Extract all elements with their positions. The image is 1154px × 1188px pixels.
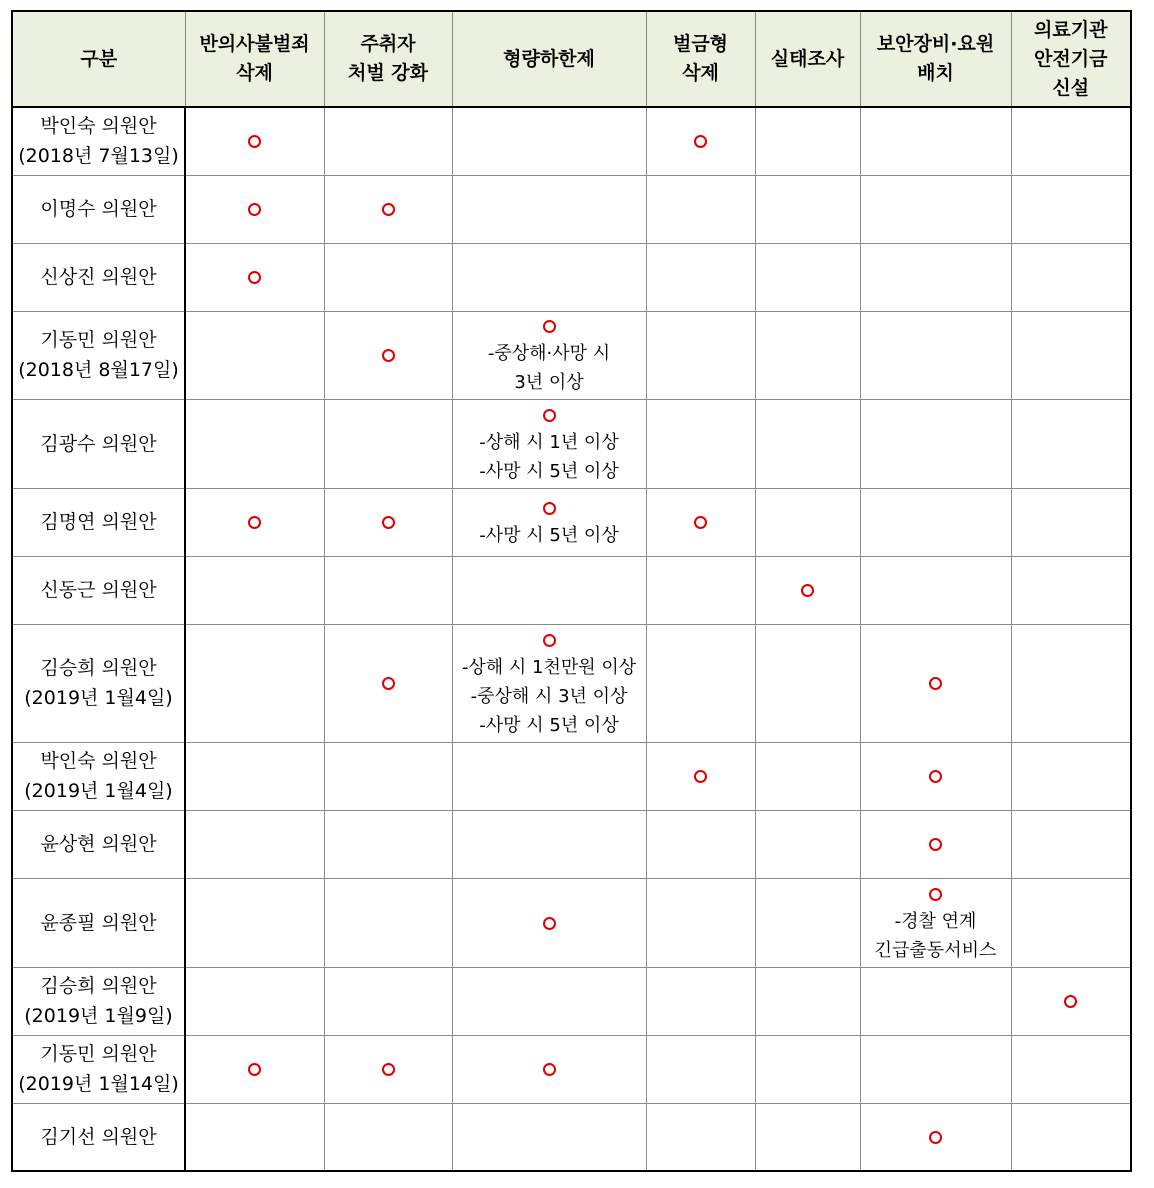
table-row xyxy=(12,243,1131,311)
cell-col-7 xyxy=(1011,243,1131,311)
cell-col-5 xyxy=(755,624,860,742)
cell-col-5 xyxy=(755,742,860,810)
cell-col-6 xyxy=(860,107,1011,175)
bill-name: 김승희 의원안 xyxy=(40,975,157,997)
bill-name-cell xyxy=(12,175,185,243)
table-row xyxy=(12,399,1131,488)
cell-col-2 xyxy=(324,967,452,1035)
bill-date: (2018년 8월17일) xyxy=(18,359,179,381)
table-row xyxy=(12,107,1131,175)
col-header-line: 벌금형 xyxy=(672,33,729,55)
bill-name-cell xyxy=(12,311,185,399)
cell-col-4 xyxy=(646,1103,755,1171)
circle-mark-icon xyxy=(248,516,261,529)
bill-name: 기동민 의원안 xyxy=(40,1043,157,1065)
cell-col-7 xyxy=(1011,107,1131,175)
cell-col-7 xyxy=(1011,967,1131,1035)
col-header-intoxicated-punishment xyxy=(324,11,452,107)
bill-name: 박인숙 의원안 xyxy=(40,115,157,138)
col-header-security-staff xyxy=(860,11,1011,107)
table-row xyxy=(12,1103,1131,1171)
cell-col-2 xyxy=(324,810,452,878)
table-row xyxy=(12,878,1131,967)
bill-name: 이명수 의원안 xyxy=(40,198,157,220)
cell-col-2 xyxy=(324,1035,452,1103)
cell-col-7 xyxy=(1011,311,1131,399)
cell-col-1 xyxy=(185,107,324,175)
cell-col-6 xyxy=(860,742,1011,810)
cell-col-2 xyxy=(324,1103,452,1171)
cell-note: -경찰 연계 xyxy=(894,910,977,932)
col-header-category: 구분 xyxy=(12,11,185,107)
bill-name: 김기선 의원안 xyxy=(40,1125,157,1148)
circle-mark-icon xyxy=(382,203,395,216)
col-header-minimum-sentence xyxy=(452,11,646,107)
circle-mark-icon xyxy=(1064,995,1077,1008)
circle-mark-icon xyxy=(694,135,707,148)
cell-col-1 xyxy=(185,1035,324,1103)
circle-mark-icon xyxy=(929,677,942,690)
cell-col-4 xyxy=(646,175,755,243)
bill-name-cell xyxy=(12,742,185,810)
bill-name-cell xyxy=(12,624,185,742)
cell-col-3 xyxy=(452,1103,646,1171)
col-header-safety-fund xyxy=(1011,11,1131,107)
cell-col-4 xyxy=(646,488,755,556)
table-row xyxy=(12,488,1131,556)
circle-mark-icon xyxy=(694,770,707,783)
bill-name: 김광수 의원안 xyxy=(40,432,157,455)
cell-col-1 xyxy=(185,624,324,742)
circle-mark-icon xyxy=(248,271,261,284)
bill-name-cell xyxy=(12,107,185,175)
cell-col-5 xyxy=(755,967,860,1035)
cell-col-4 xyxy=(646,810,755,878)
cell-note: 3년 이상 xyxy=(514,372,584,393)
cell-col-1 xyxy=(185,556,324,624)
bill-name-cell xyxy=(12,1103,185,1171)
cell-col-5 xyxy=(755,810,860,878)
cell-col-5 xyxy=(755,1103,860,1171)
cell-col-2 xyxy=(324,175,452,243)
bill-date: (2018년 7월13일) xyxy=(18,145,179,168)
cell-col-2 xyxy=(324,488,452,556)
cell-col-6 xyxy=(860,810,1011,878)
circle-mark-icon xyxy=(543,917,556,930)
cell-col-7 xyxy=(1011,556,1131,624)
cell-col-5 xyxy=(755,175,860,243)
cell-col-1 xyxy=(185,810,324,878)
cell-col-3 xyxy=(452,556,646,624)
cell-col-4 xyxy=(646,967,755,1035)
cell-col-7 xyxy=(1011,742,1131,810)
cell-col-6 xyxy=(860,624,1011,742)
bill-name: 신상진 의원안 xyxy=(40,266,157,288)
col-header-line: 의료기관 xyxy=(1034,18,1108,41)
cell-col-5 xyxy=(755,399,860,488)
cell-col-1 xyxy=(185,311,324,399)
bill-name-cell xyxy=(12,810,185,878)
col-header-line: 삭제 xyxy=(236,62,273,84)
cell-col-1 xyxy=(185,399,324,488)
table-row xyxy=(12,810,1131,878)
cell-col-2 xyxy=(324,878,452,967)
cell-col-6 xyxy=(860,556,1011,624)
col-header-line: 안전기금 xyxy=(1034,47,1108,70)
bill-name-cell xyxy=(12,967,185,1035)
cell-col-5 xyxy=(755,243,860,311)
cell-col-2 xyxy=(324,556,452,624)
table-row xyxy=(12,624,1131,742)
circle-mark-icon xyxy=(929,770,942,783)
cell-col-5 xyxy=(755,556,860,624)
bill-name: 박인숙 의원안 xyxy=(40,750,157,772)
cell-col-4 xyxy=(646,878,755,967)
cell-col-7 xyxy=(1011,624,1131,742)
cell-col-3 xyxy=(452,399,646,488)
cell-col-4 xyxy=(646,243,755,311)
cell-col-6 xyxy=(860,1035,1011,1103)
cell-col-1 xyxy=(185,1103,324,1171)
bill-date: (2019년 1월14일) xyxy=(18,1073,179,1095)
circle-mark-icon xyxy=(382,516,395,529)
cell-col-4 xyxy=(646,399,755,488)
table-row xyxy=(12,1035,1131,1103)
bill-name-cell xyxy=(12,243,185,311)
circle-mark-icon xyxy=(248,1063,261,1076)
circle-mark-icon xyxy=(694,516,707,529)
cell-col-5 xyxy=(755,488,860,556)
cell-col-3 xyxy=(452,878,646,967)
col-header-line: 형량하한제 xyxy=(503,47,595,70)
circle-mark-icon xyxy=(543,409,556,422)
cell-col-3 xyxy=(452,742,646,810)
cell-col-1 xyxy=(185,175,324,243)
bill-name: 기동민 의원안 xyxy=(40,329,157,351)
circle-mark-icon xyxy=(543,1063,556,1076)
cell-col-2 xyxy=(324,311,452,399)
cell-col-6 xyxy=(860,1103,1011,1171)
col-header-line: 신설 xyxy=(1052,76,1090,99)
cell-col-3 xyxy=(452,488,646,556)
col-header-line: 배치 xyxy=(917,62,954,84)
table-row xyxy=(12,175,1131,243)
circle-mark-icon xyxy=(248,203,261,216)
cell-col-2 xyxy=(324,399,452,488)
cell-note: -상해 시 1년 이상 xyxy=(479,431,619,453)
cell-col-2 xyxy=(324,742,452,810)
cell-note: -사망 시 5년 이상 xyxy=(479,524,619,546)
cell-col-6 xyxy=(860,488,1011,556)
cell-col-7 xyxy=(1011,878,1131,967)
cell-col-4 xyxy=(646,556,755,624)
bill-name: 신동근 의원안 xyxy=(40,579,157,601)
col-header-line: 처벌 강화 xyxy=(347,62,429,84)
circle-mark-icon xyxy=(543,502,556,515)
cell-col-6 xyxy=(860,311,1011,399)
cell-col-2 xyxy=(324,107,452,175)
cell-col-7 xyxy=(1011,1035,1131,1103)
circle-mark-icon xyxy=(929,888,942,901)
col-header-no-complaint-exception xyxy=(185,11,324,107)
bill-name-cell xyxy=(12,878,185,967)
cell-col-3 xyxy=(452,967,646,1035)
circle-mark-icon xyxy=(929,838,942,851)
cell-col-6 xyxy=(860,399,1011,488)
cell-col-1 xyxy=(185,742,324,810)
bill-name: 윤상현 의원안 xyxy=(40,833,157,855)
cell-col-3 xyxy=(452,810,646,878)
cell-col-3 xyxy=(452,624,646,742)
circle-mark-icon xyxy=(543,320,556,333)
header-row xyxy=(12,11,1131,107)
col-header-fine-removal xyxy=(646,11,755,107)
cell-col-6 xyxy=(860,243,1011,311)
cell-note: -중상해 시 3년 이상 xyxy=(470,685,628,707)
col-header-line: 주취자 xyxy=(360,33,416,55)
bill-name: 김승희 의원안 xyxy=(40,657,157,679)
bill-comparison-table xyxy=(11,10,1132,1172)
bill-name-cell xyxy=(12,1035,185,1103)
col-header-line: 보안장비·요원 xyxy=(876,33,995,55)
col-header-survey xyxy=(755,11,860,107)
circle-mark-icon xyxy=(382,1063,395,1076)
cell-col-4 xyxy=(646,624,755,742)
circle-mark-icon xyxy=(543,634,556,647)
bill-name: 김명연 의원안 xyxy=(40,511,157,533)
bill-date: (2019년 1월9일) xyxy=(24,1005,173,1027)
cell-col-6 xyxy=(860,878,1011,967)
cell-col-1 xyxy=(185,243,324,311)
col-header-line: 실태조사 xyxy=(770,47,845,70)
bill-name-cell xyxy=(12,399,185,488)
table-row xyxy=(12,311,1131,399)
cell-col-4 xyxy=(646,1035,755,1103)
circle-mark-icon xyxy=(382,349,395,362)
cell-col-1 xyxy=(185,967,324,1035)
circle-mark-icon xyxy=(248,135,261,148)
cell-note: -사망 시 5년 이상 xyxy=(479,460,619,482)
cell-col-6 xyxy=(860,967,1011,1035)
cell-col-7 xyxy=(1011,175,1131,243)
table-row xyxy=(12,742,1131,810)
cell-col-5 xyxy=(755,878,860,967)
table-row xyxy=(12,556,1131,624)
cell-col-2 xyxy=(324,243,452,311)
cell-col-5 xyxy=(755,107,860,175)
cell-col-5 xyxy=(755,1035,860,1103)
cell-col-4 xyxy=(646,742,755,810)
cell-note: -상해 시 1천만원 이상 xyxy=(461,656,637,678)
cell-col-2 xyxy=(324,624,452,742)
cell-col-3 xyxy=(452,311,646,399)
cell-col-1 xyxy=(185,878,324,967)
cell-note: 긴급출동서비스 xyxy=(874,939,997,961)
circle-mark-icon xyxy=(929,1131,942,1144)
table-body xyxy=(12,107,1131,1171)
cell-col-7 xyxy=(1011,1103,1131,1171)
col-header-line: 반의사불벌죄 xyxy=(199,33,310,55)
table-row xyxy=(12,967,1131,1035)
cell-col-3 xyxy=(452,107,646,175)
circle-mark-icon xyxy=(382,677,395,690)
bill-name-cell xyxy=(12,488,185,556)
cell-col-7 xyxy=(1011,488,1131,556)
cell-col-4 xyxy=(646,311,755,399)
cell-col-6 xyxy=(860,175,1011,243)
cell-col-3 xyxy=(452,175,646,243)
cell-col-3 xyxy=(452,1035,646,1103)
bill-name-cell xyxy=(12,556,185,624)
cell-note: -사망 시 5년 이상 xyxy=(479,714,619,736)
cell-col-3 xyxy=(452,243,646,311)
bill-name: 윤종필 의원안 xyxy=(40,911,157,934)
cell-col-4 xyxy=(646,107,755,175)
cell-note: -중상해·사망 시 xyxy=(487,343,611,364)
cell-col-7 xyxy=(1011,399,1131,488)
col-header-line: 삭제 xyxy=(682,62,719,84)
cell-col-7 xyxy=(1011,810,1131,878)
bill-date: (2019년 1월4일) xyxy=(24,687,173,709)
bill-date: (2019년 1월4일) xyxy=(24,780,173,802)
cell-col-1 xyxy=(185,488,324,556)
circle-mark-icon xyxy=(801,584,814,597)
cell-col-5 xyxy=(755,311,860,399)
